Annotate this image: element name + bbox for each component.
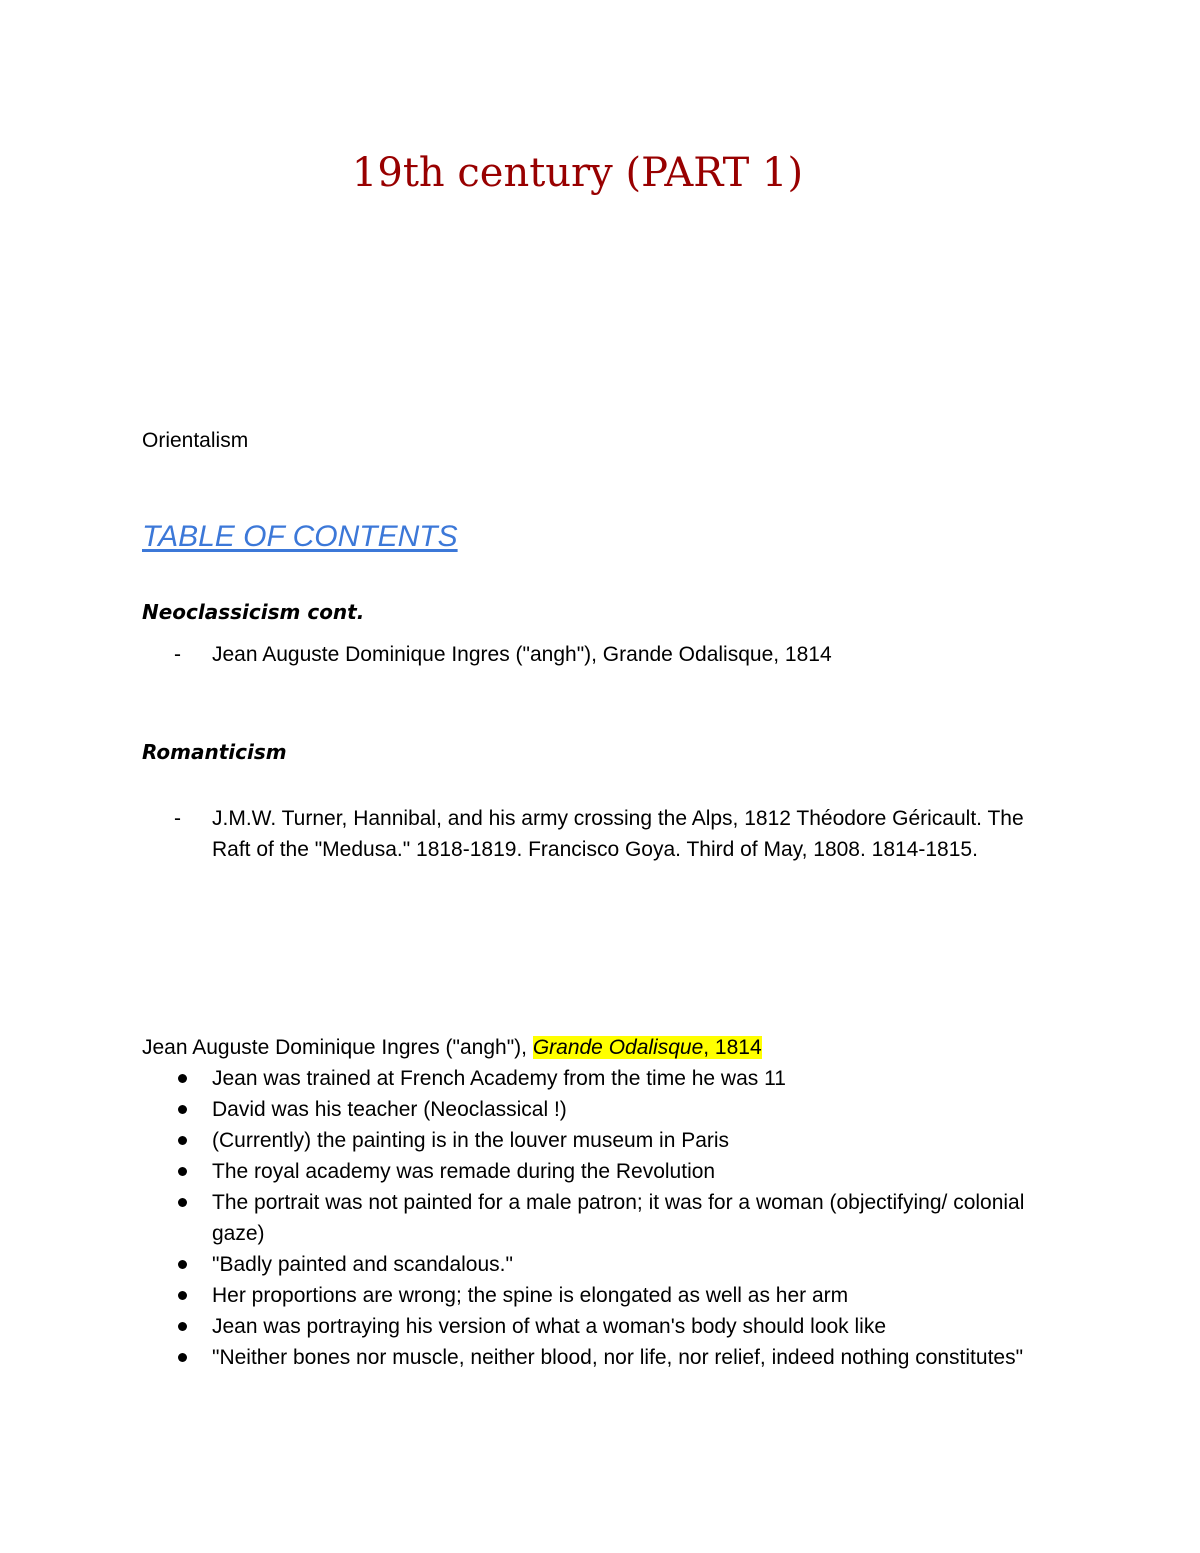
romanticism-heading: Romanticism <box>142 740 287 764</box>
list-item <box>142 1280 1062 1311</box>
list-item <box>142 1156 1062 1187</box>
bullet-icon <box>178 1074 187 1083</box>
list-item <box>142 1063 1062 1094</box>
bullet-icon <box>178 1291 187 1300</box>
ingres-bullet-list <box>142 1063 1062 1373</box>
romanticism-list-item <box>142 803 1062 865</box>
list-item <box>142 1187 1062 1249</box>
bullet-icon <box>178 1136 187 1145</box>
orientalism-label: Orientalism <box>142 429 249 452</box>
neoclassicism-item-text: Jean Auguste Dominique Ingres ("angh"), Grande Odalisque, 1814 <box>212 643 832 666</box>
list-item <box>142 1249 1062 1280</box>
list-item-text: The royal academy was remade during the Revolution <box>212 1160 716 1183</box>
document-title: 19th century (PART 1) <box>351 150 804 196</box>
list-item-text: The portrait was not painted for a male patron; it was for a woman (objectifying/ colonial gaze) <box>212 1191 1025 1245</box>
list-item-text: Jean was trained at French Academy from the time he was 11 <box>212 1067 786 1090</box>
bullet-icon <box>178 1322 187 1331</box>
ingres-lead-text: Jean Auguste Dominique Ingres ("angh"), <box>142 1036 533 1059</box>
list-item-text: Jean was portraying his version of what a woman's body should look like <box>212 1315 887 1338</box>
highlighted-artwork <box>533 1036 762 1059</box>
list-item <box>142 1342 1062 1373</box>
artwork-year: , 1814 <box>703 1036 762 1059</box>
dash-marker: - <box>174 807 181 830</box>
neoclassicism-heading: Neoclassicism cont. <box>142 600 365 624</box>
list-item-text: David was his teacher (Neoclassical !) <box>212 1098 567 1121</box>
list-item-text: "Badly painted and scandalous." <box>212 1253 513 1276</box>
list-item <box>142 1094 1062 1125</box>
artwork-title: Grande Odalisque <box>532 1036 704 1059</box>
bullet-icon <box>178 1167 187 1176</box>
bullet-icon <box>178 1198 187 1207</box>
list-item-text: Her proportions are wrong; the spine is elongated as well as her arm <box>212 1284 849 1307</box>
romanticism-item-text: J.M.W. Turner, Hannibal, and his army crossing the Alps, 1812 Théodore Géricault. The Raft of the "Medusa." 1818-1819. Francisco Goya. Third of May, 1808. 1814-1815. <box>212 807 1024 861</box>
list-item-text: "Neither bones nor muscle, neither blood, nor life, nor relief, indeed nothing constitutes" <box>212 1346 1024 1369</box>
list-item <box>142 1125 1062 1156</box>
ingres-heading-line <box>142 1032 762 1063</box>
bullet-icon <box>178 1105 187 1114</box>
list-item <box>142 1311 1062 1342</box>
bullet-icon <box>178 1353 187 1362</box>
dash-marker: - <box>174 643 181 666</box>
neoclassicism-list-item <box>142 639 1062 670</box>
table-of-contents-link[interactable]: TABLE OF CONTENTS <box>142 520 458 553</box>
bullet-icon <box>178 1260 187 1269</box>
list-item-text: (Currently) the painting is in the louver museum in Paris <box>212 1129 730 1152</box>
